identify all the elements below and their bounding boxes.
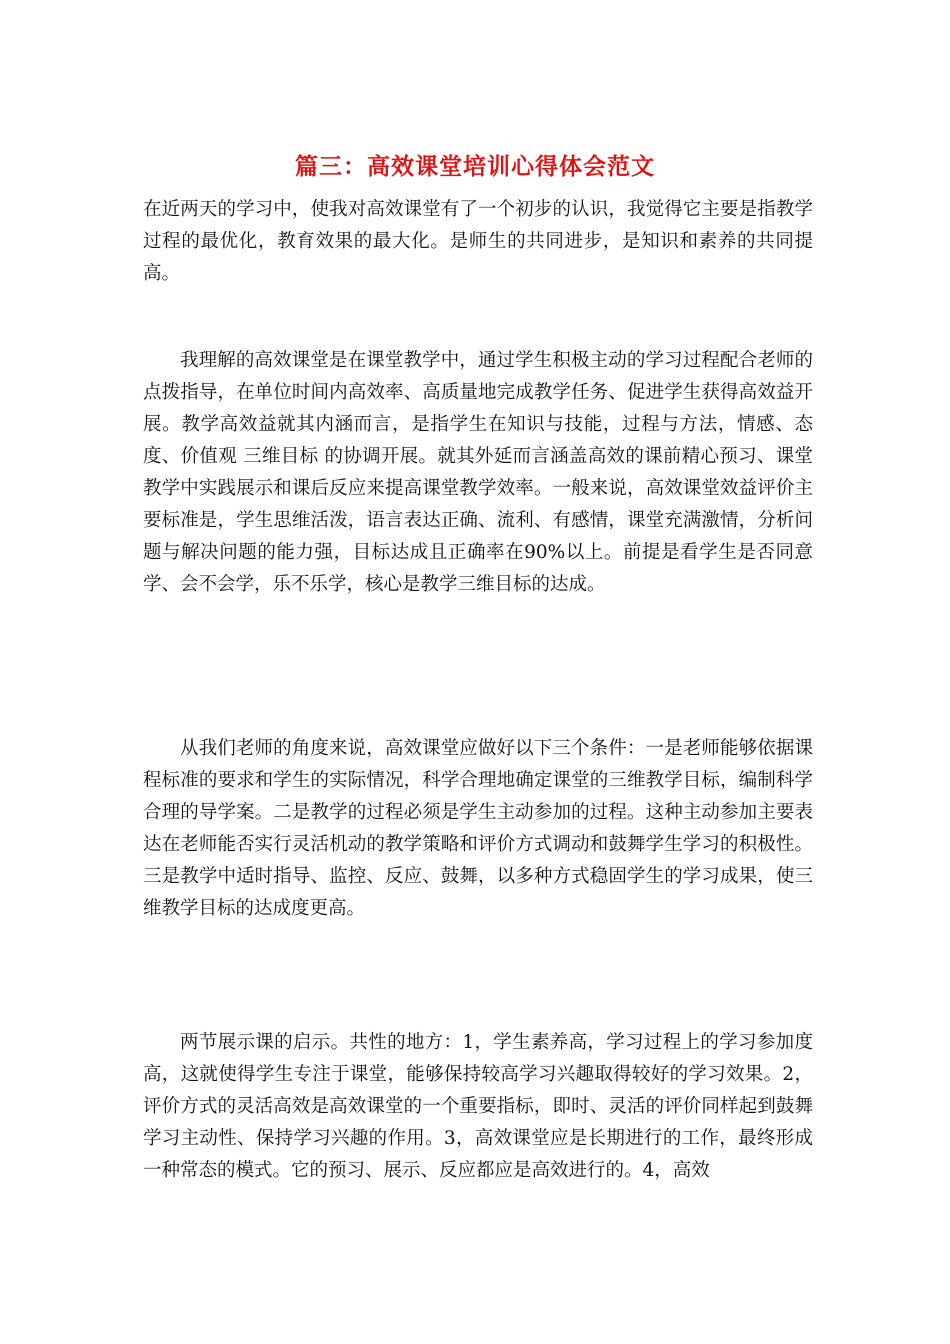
paragraph-teacher-conditions: 从我们老师的角度来说，高效课堂应做好以下三个条件：一是老师能够依据课程标准的要求和学生的实际情况，科学合理地确定课堂的三维教学目标，编制科学合理的导学案。二是教学的过程必须是学生主动参加的过程。这种主动参加主要表达在老师能否实行灵活机动的教学策略和评价方式调动和鼓舞学生学习的积极性。三是教学中适时指导、监控、反应、鼓舞，以多种方式稳固学生的学习成果，使三维教学目标的达成度更高。 xyxy=(143,738,813,919)
paragraph-demo-lessons: 两节展示课的启示。共性的地方：1，学生素养高，学习过程上的学习参加度高，这就使得学生专注于课堂，能够保持较高学习兴趣取得较好的学习效果。2，评价方式的灵活高效是高效课堂的一个重要指标，即时、灵活的评价同样起到鼓舞学习主动性、保持学习兴趣的作用。3，高效课堂应是长期进行的工作，最终形成一种常态的模式。它的预习、展示、反应都应是高效进行的。4，高效 xyxy=(143,1032,813,1181)
paragraph-understanding: 我理解的高效课堂是在课堂教学中，通过学生积极主动的学习过程配合老师的点拨指导，在单位时间内高效率、高质量地完成教学任务、促进学生获得高效益开展。教学高效益就其内涵而言，是指学生在知识与技能，过程与方法，情感、态度、价值观 三维目标 的协调开展。就其外延而言涵盖高效的课前精心预习、课堂教学中实践展示和课后反应来提高课堂教学效率。一般来说，高效课堂效益评价主要标准是，学生思维活泼，语言表达正确、流利、有感情，课堂充满激情，分析问题与解决问题的能力强，目标达成且正确率在90%以上。前提是看学生是否同意学、会不会学，乐不乐学，核心是教学三维目标的达成。 xyxy=(143,350,813,595)
document-title: 篇三：高效课堂培训心得体会范文 xyxy=(295,153,655,180)
paragraph-intro: 在近两天的学习中，使我对高效课堂有了一个初步的认识，我觉得它主要是指教学过程的最优化，教育效果的最大化。是师生的共同进步，是知识和素养的共同提高。 xyxy=(143,199,813,284)
